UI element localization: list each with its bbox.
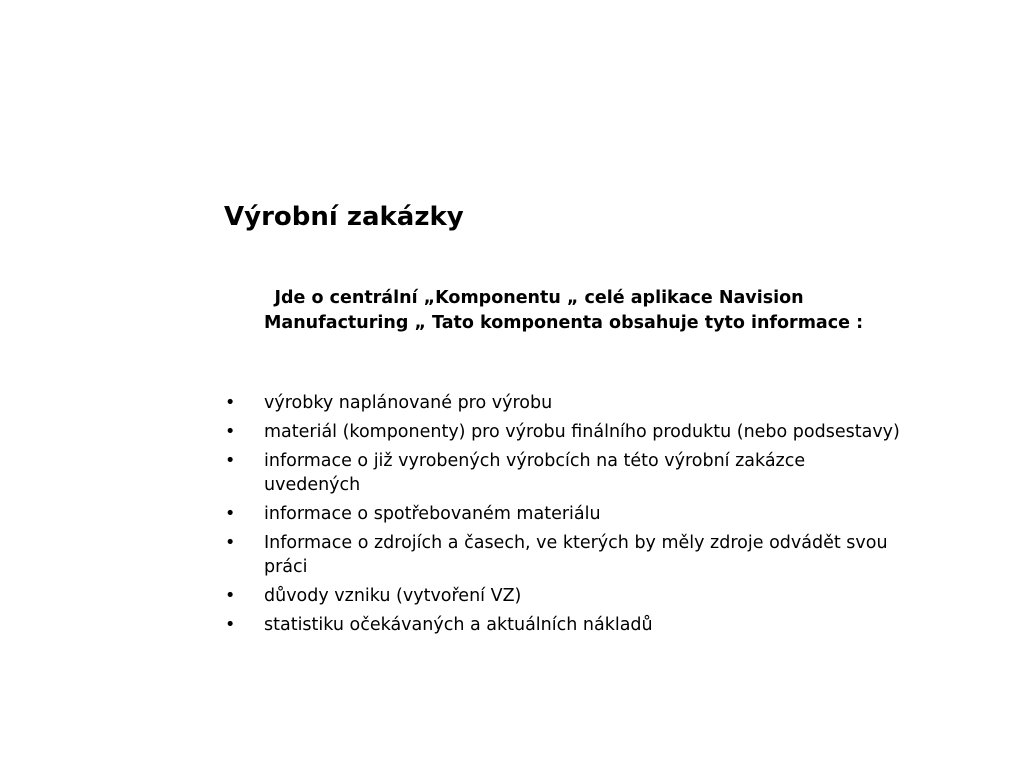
bullet-text: statistiku očekávaných a aktuálních nákladů — [264, 615, 653, 635]
bullet-icon: • — [225, 615, 236, 635]
bullet-item — [224, 502, 904, 526]
bullet-icon: • — [225, 533, 236, 553]
bullet-text: materiál (komponenty) pro výrobu finálního produktu (nebo podsestavy) — [264, 422, 900, 442]
bullet-item — [224, 391, 904, 415]
bullet-icon: • — [225, 586, 236, 606]
bullet-text: výrobky naplánované pro výrobu — [264, 393, 553, 413]
bullet-icon: • — [225, 393, 236, 413]
slide-title: Výrobní zakázky — [224, 202, 464, 232]
bullet-icon: • — [225, 504, 236, 524]
bullet-item — [224, 531, 904, 579]
bullet-text: důvody vzniku (vytvoření VZ) — [264, 586, 522, 606]
bullet-icon: • — [225, 422, 236, 442]
intro-paragraph: Jde o centrální „Komponentu „ celé aplikace Navision Manufacturing „ Tato komponenta obsahuje tyto informace : — [264, 288, 864, 333]
bullet-text: informace o spotřebovaném materiálu — [264, 504, 601, 524]
bullet-text: informace o již vyrobených výrobcích na této výrobní zakázce uvedených — [264, 451, 806, 495]
bullet-list — [224, 391, 904, 642]
bullet-item — [224, 584, 904, 608]
bullet-text: Informace o zdrojích a časech, ve kterých by měly zdroje odvádět svou práci — [264, 533, 888, 577]
bullet-item — [224, 449, 904, 497]
bullet-item — [224, 613, 904, 637]
bullet-item — [224, 420, 904, 444]
bullet-icon: • — [225, 451, 236, 471]
